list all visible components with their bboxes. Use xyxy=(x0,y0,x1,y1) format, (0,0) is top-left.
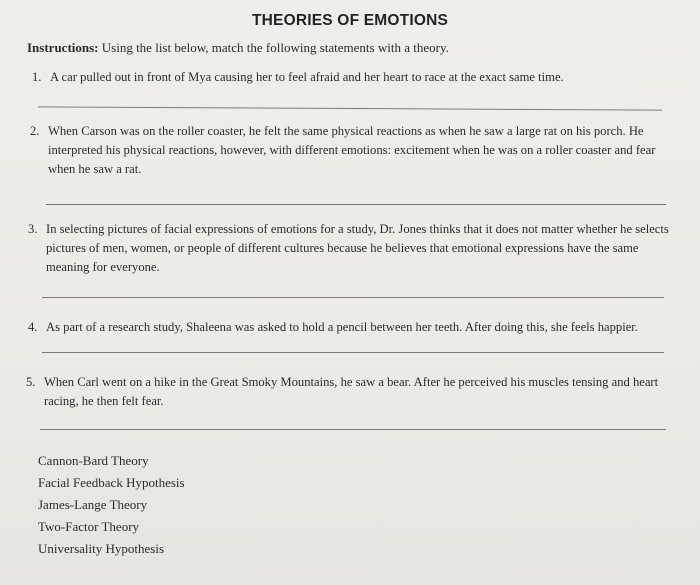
question-text: In selecting pictures of facial expressions of emotions for a study, Dr. Jones thinks that it does not matter whether he selects pictures of men, women, or people of different cultures because he believes that emotional expressions have the same meaning for everyone. xyxy=(46,222,669,274)
question-5 xyxy=(26,373,678,411)
question-number: 1. xyxy=(32,70,42,84)
question-number: 5. xyxy=(26,375,36,389)
theory-item: Universality Hypothesis xyxy=(38,541,165,556)
question-text: As part of a research study, Shaleena was asked to hold a pencil between her teeth. After doing this, she feels happier. xyxy=(46,320,638,334)
theory-item: Two-Factor Theory xyxy=(38,519,140,534)
question-number: 3. xyxy=(28,222,38,236)
answer-line-5[interactable] xyxy=(40,429,666,430)
question-4 xyxy=(28,318,678,337)
question-text: When Carl went on a hike in the Great Smoky Mountains, he saw a bear. After he perceived his muscles tensing and heart racing, he then felt fear. xyxy=(44,375,659,408)
answer-line-1[interactable] xyxy=(38,106,662,110)
answer-line-4[interactable] xyxy=(42,352,664,353)
question-3 xyxy=(28,220,678,277)
theory-item: Facial Feedback Hypothesis xyxy=(38,475,185,490)
instructions xyxy=(27,40,449,56)
question-number: 2. xyxy=(30,124,40,138)
theory-item: Cannon-Bard Theory xyxy=(38,453,149,468)
theory-item: James-Lange Theory xyxy=(38,497,148,512)
question-text: A car pulled out in front of Mya causing her to feel afraid and her heart to race at the exact same time. xyxy=(50,70,564,84)
page-title: THEORIES OF EMOTIONS xyxy=(251,12,449,29)
question-number: 4. xyxy=(28,320,38,334)
question-2 xyxy=(30,122,678,179)
question-1 xyxy=(32,68,672,87)
instructions-text: Using the list below, match the following statements with a theory. xyxy=(101,40,449,55)
instructions-label: Instructions: xyxy=(27,40,99,55)
question-text: When Carson was on the roller coaster, he felt the same physical reactions as when he saw a large rat on his porch. He interpreted his physical reactions, however, with different emotions: excitement when he was on a roller coaster and fear when he saw a rat. xyxy=(48,124,656,176)
answer-line-3[interactable] xyxy=(42,297,664,298)
theory-list xyxy=(38,450,185,560)
answer-line-2[interactable] xyxy=(46,204,666,205)
